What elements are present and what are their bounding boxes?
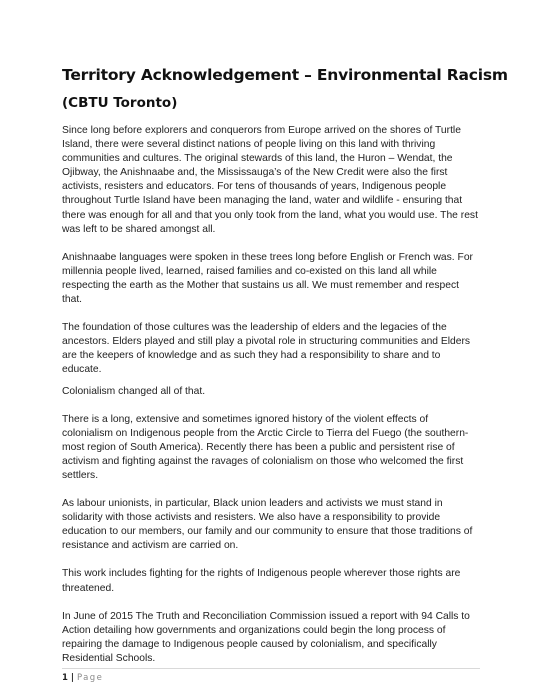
page-footer — [62, 673, 103, 683]
paragraph-elders: The foundation of those cultures was the leadership of elders and the legacies of the ancestors. Elders played and still play a pivotal role in structuring communities and Elders are the keepers of knowledge and as such they had a responsibility to share and to educate. — [62, 322, 471, 376]
footer-divider — [62, 668, 480, 669]
paragraph-languages: Anishnaabe languages were spoken in these trees long before English or French was. For millennia people lived, learned, raised families and co-existed on this land all while respecting the earth as the Mother that sustains us all. We must remember and respect that. — [62, 251, 473, 306]
page-label: Page — [77, 673, 104, 683]
paragraph-solidarity: As labour unionists, in particular, Black union leaders and activists we must stand in solidarity with those activists and resisters. We also have a responsibility to provide education to our members, our family and our community to ensure that those traditions of resistance and activism are carried on. — [62, 498, 473, 552]
paragraph-trc-report: In June of 2015 The Truth and Reconciliation Commission issued a report with 94 Calls to Action detailing how governments and organizations could begin the long process of repairing the damage to Indigenous people caused by colonialism, and specifically Residential Schools. — [62, 610, 470, 664]
paragraph-colonialism: Colonialism changed all of that. — [62, 385, 206, 397]
footer-separator: | — [70, 673, 75, 683]
page-subtitle: (CBTU Toronto) — [62, 95, 178, 111]
paragraph-rights: This work includes fighting for the rights of Indigenous people wherever those rights are threatened. — [62, 568, 461, 594]
page-title: Territory Acknowledgement – Environmental Racism — [62, 66, 508, 84]
paragraph-land-stewards: Since long before explorers and conquerors from Europe arrived on the shores of Turtle Island, there were several distinct nations of people living on this land with thriving communities and cultures. The original stewards of this land, the Huron – Wendat, the Ojibway, the Anishnaabe and, the Mississauga’s of the New Credit were also the first activists, resisters and educators. For tens of thousands of years, Indigenous people throughout Turtle Island have been managing the land, water and wildlife - ensuring that there was enough for all and that you only took from the land, what you would use. The rest was left to be shared amongst all. — [62, 125, 478, 235]
paragraph-history: There is a long, extensive and sometimes ignored history of the violent effects of colonialism on Indigenous people from the Arctic Circle to Tierra del Fuego (the southern-most region of South America). Recently there has been a public and persistent rise of activism and fighting against the ravages of colonialism on those who welcomed the first settlers. — [62, 413, 469, 481]
document-body — [62, 124, 480, 673]
page-number: 1 — [62, 673, 68, 683]
